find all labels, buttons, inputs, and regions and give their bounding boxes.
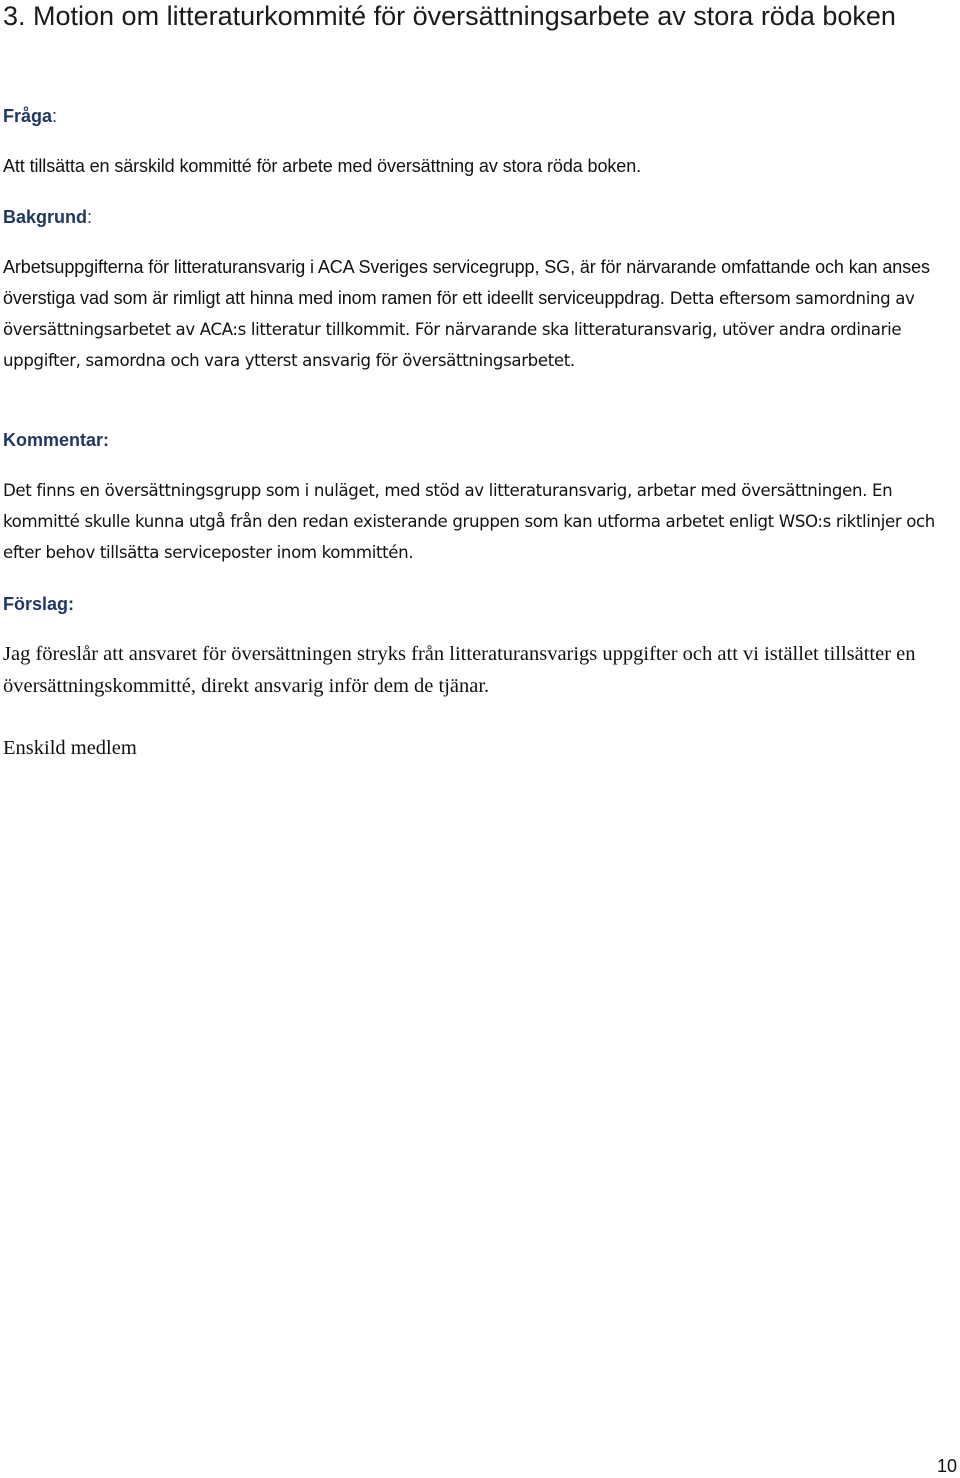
background-text (3, 252, 953, 376)
proposal-label-row (3, 592, 74, 616)
proposal-text: Jag föreslår att ansvaret för översättningen stryks från litteraturansvarigs uppgifter och att vi istället tillsätter en översättningskommitté, direkt ansvarig inför dem de tjänar. (3, 643, 916, 697)
comment-label: Kommentar: (3, 430, 110, 450)
proposal-label: Förslag: (3, 594, 75, 614)
question-label-row: Fråga: (3, 106, 58, 126)
background-text-part-1: Arbetsuppgifterna för litteraturansvarig i ACA Sveriges servicegrupp, SG, är för närvarande omfattande och kan anses överstiga vad som är rimligt att hinna med inom ramen för ett ideellt serviceuppdrag. (3, 257, 930, 308)
motion-title: 3. Motion om litteraturkommité för översättningsarbete av stora röda boken (3, 1, 896, 31)
question-text: Att tillsätta en särskild kommitté för arbete med översättning av stora röda boken. (3, 156, 642, 176)
background-text-part-2: Detta eftersom samordning av översättningsarbetet av ACA:s litteratur tillkommit. För närvarande ska litteraturansvarig, utöver andra ordinarie uppgifter, samordna och vara ytterst ansvarig för översättningsarbetet. (3, 289, 915, 370)
signature: Enskild medlem (3, 737, 137, 759)
question-label: Fråga (3, 106, 53, 126)
comment-label-row (3, 428, 109, 452)
page-number: 10 (936, 1456, 957, 1476)
background-label: Bakgrund (3, 207, 88, 227)
background-label-row: Bakgrund: (3, 207, 93, 227)
comment-text: Det finns en översättningsgrupp som i nuläget, med stöd av litteraturansvarig, arbetar med översättningen. En kommitté skulle kunna utgå från den redan existerande gruppen som kan utforma arbetet enligt WSO:s riktlinjer och efter behov tillsätta serviceposter inom kommittén. (3, 481, 935, 562)
